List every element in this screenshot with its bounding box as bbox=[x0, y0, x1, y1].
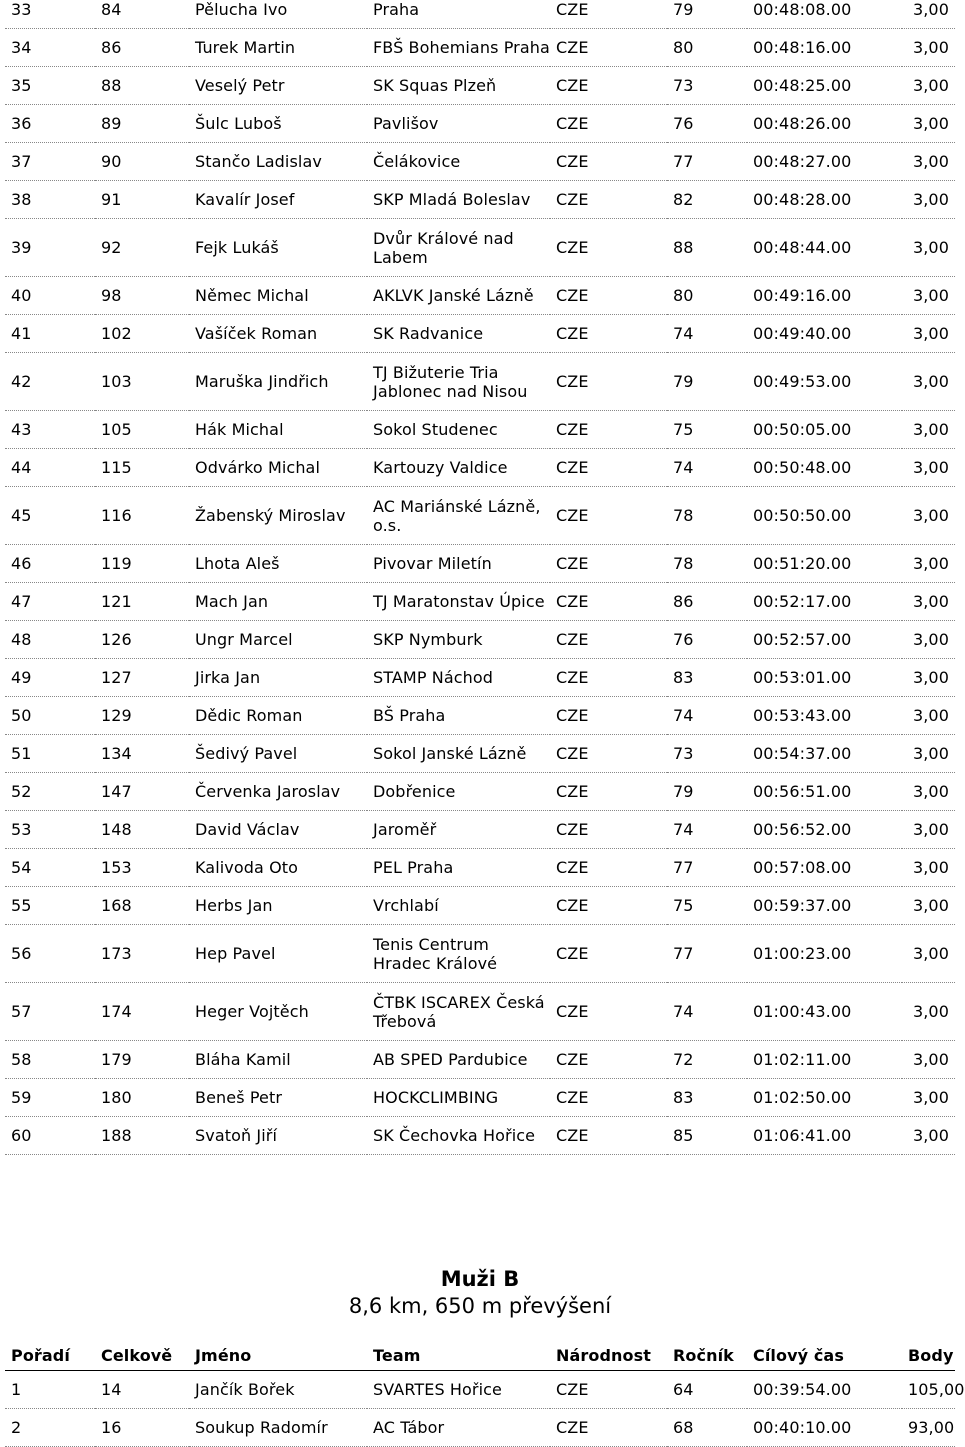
time-cell: 01:02:11.00 bbox=[747, 1041, 902, 1079]
table-row bbox=[5, 105, 955, 143]
team-cell: SKP Nymburk bbox=[367, 621, 550, 659]
nationality-cell: CZE bbox=[550, 659, 667, 697]
nationality-cell: CZE bbox=[550, 621, 667, 659]
points-cell: 3,00 bbox=[902, 1117, 955, 1155]
nationality-cell: CZE bbox=[550, 983, 667, 1041]
header-nationality: Národnost bbox=[550, 1340, 667, 1371]
team-cell: Tenis Centrum Hradec Králové bbox=[367, 925, 550, 983]
table-row bbox=[5, 811, 955, 849]
born-cell: 68 bbox=[667, 1409, 747, 1447]
born-cell: 79 bbox=[667, 0, 747, 29]
team-cell: SK Radvanice bbox=[367, 315, 550, 353]
bib-cell: 98 bbox=[95, 277, 189, 315]
nationality-cell: CZE bbox=[550, 353, 667, 411]
name-cell: Herbs Jan bbox=[189, 887, 367, 925]
points-cell: 3,00 bbox=[902, 545, 955, 583]
team-cell: AB SPED Pardubice bbox=[367, 1041, 550, 1079]
points-cell: 3,00 bbox=[902, 181, 955, 219]
born-cell: 75 bbox=[667, 411, 747, 449]
time-cell: 00:51:20.00 bbox=[747, 545, 902, 583]
born-cell: 74 bbox=[667, 315, 747, 353]
time-cell: 00:52:17.00 bbox=[747, 583, 902, 621]
nationality-cell: CZE bbox=[550, 773, 667, 811]
name-cell: Žabenský Miroslav bbox=[189, 487, 367, 545]
table-row bbox=[5, 925, 955, 983]
rank-cell: 49 bbox=[5, 659, 95, 697]
born-cell: 83 bbox=[667, 1079, 747, 1117]
points-cell: 3,00 bbox=[902, 925, 955, 983]
team-cell: PEL Praha bbox=[367, 849, 550, 887]
rank-cell: 55 bbox=[5, 887, 95, 925]
category-subtitle: 8,6 km, 650 m převýšení bbox=[348, 1294, 612, 1318]
time-cell: 01:02:50.00 bbox=[747, 1079, 902, 1117]
name-cell: Turek Martin bbox=[189, 29, 367, 67]
header-bib: Celkově bbox=[95, 1340, 189, 1371]
points-cell: 3,00 bbox=[902, 143, 955, 181]
bib-cell: 188 bbox=[95, 1117, 189, 1155]
nationality-cell: CZE bbox=[550, 67, 667, 105]
team-cell: Dvůr Králové nad Labem bbox=[367, 219, 550, 277]
rank-cell: 46 bbox=[5, 545, 95, 583]
table-row bbox=[5, 583, 955, 621]
bib-cell: 180 bbox=[95, 1079, 189, 1117]
bib-cell: 147 bbox=[95, 773, 189, 811]
team-cell: HOCKCLIMBING bbox=[367, 1079, 550, 1117]
header-points: Body bbox=[902, 1340, 955, 1371]
time-cell: 00:48:16.00 bbox=[747, 29, 902, 67]
time-cell: 00:53:01.00 bbox=[747, 659, 902, 697]
table-row bbox=[5, 1409, 955, 1447]
nationality-cell: CZE bbox=[550, 1079, 667, 1117]
rank-cell: 50 bbox=[5, 697, 95, 735]
bib-cell: 129 bbox=[95, 697, 189, 735]
bib-cell: 168 bbox=[95, 887, 189, 925]
table-row bbox=[5, 887, 955, 925]
table-row bbox=[5, 0, 955, 29]
name-cell: Lhota Aleš bbox=[189, 545, 367, 583]
time-cell: 00:53:43.00 bbox=[747, 697, 902, 735]
time-cell: 00:54:37.00 bbox=[747, 735, 902, 773]
born-cell: 72 bbox=[667, 1041, 747, 1079]
points-cell: 3,00 bbox=[902, 1079, 955, 1117]
team-cell: AC Tábor bbox=[367, 1409, 550, 1447]
nationality-cell: CZE bbox=[550, 1371, 667, 1409]
rank-cell: 56 bbox=[5, 925, 95, 983]
nationality-cell: CZE bbox=[550, 219, 667, 277]
table-row bbox=[5, 659, 955, 697]
table-row bbox=[5, 983, 955, 1041]
table-row bbox=[5, 277, 955, 315]
rank-cell: 41 bbox=[5, 315, 95, 353]
rank-cell: 45 bbox=[5, 487, 95, 545]
time-cell: 00:48:08.00 bbox=[747, 0, 902, 29]
born-cell: 78 bbox=[667, 487, 747, 545]
bib-cell: 102 bbox=[95, 315, 189, 353]
time-cell: 00:50:48.00 bbox=[747, 449, 902, 487]
header-time: Cílový čas bbox=[747, 1340, 902, 1371]
nationality-cell: CZE bbox=[550, 697, 667, 735]
bib-cell: 115 bbox=[95, 449, 189, 487]
nationality-cell: CZE bbox=[550, 545, 667, 583]
table-row bbox=[5, 143, 955, 181]
category-header-row bbox=[5, 1340, 955, 1371]
points-cell: 3,00 bbox=[902, 67, 955, 105]
points-cell: 3,00 bbox=[902, 0, 955, 29]
born-cell: 76 bbox=[667, 105, 747, 143]
bib-cell: 14 bbox=[95, 1371, 189, 1409]
time-cell: 00:39:54.00 bbox=[747, 1371, 902, 1409]
table-row bbox=[5, 849, 955, 887]
bib-cell: 16 bbox=[95, 1409, 189, 1447]
time-cell: 00:48:27.00 bbox=[747, 143, 902, 181]
table-row bbox=[5, 353, 955, 411]
born-cell: 77 bbox=[667, 925, 747, 983]
name-cell: Němec Michal bbox=[189, 277, 367, 315]
born-cell: 88 bbox=[667, 219, 747, 277]
nationality-cell: CZE bbox=[550, 887, 667, 925]
table-row bbox=[5, 487, 955, 545]
name-cell: Ungr Marcel bbox=[189, 621, 367, 659]
nationality-cell: CZE bbox=[550, 143, 667, 181]
name-cell: Červenka Jaroslav bbox=[189, 773, 367, 811]
table-row bbox=[5, 545, 955, 583]
points-cell: 3,00 bbox=[902, 411, 955, 449]
points-cell: 3,00 bbox=[902, 621, 955, 659]
rank-cell: 40 bbox=[5, 277, 95, 315]
born-cell: 74 bbox=[667, 811, 747, 849]
born-cell: 86 bbox=[667, 583, 747, 621]
time-cell: 01:06:41.00 bbox=[747, 1117, 902, 1155]
nationality-cell: CZE bbox=[550, 1409, 667, 1447]
table-row bbox=[5, 735, 955, 773]
nationality-cell: CZE bbox=[550, 1117, 667, 1155]
time-cell: 00:48:26.00 bbox=[747, 105, 902, 143]
time-cell: 00:48:28.00 bbox=[747, 181, 902, 219]
rank-cell: 1 bbox=[5, 1371, 95, 1409]
rank-cell: 2 bbox=[5, 1409, 95, 1447]
nationality-cell: CZE bbox=[550, 105, 667, 143]
bib-cell: 148 bbox=[95, 811, 189, 849]
team-cell: SK Čechovka Hořice bbox=[367, 1117, 550, 1155]
name-cell: Kalivoda Oto bbox=[189, 849, 367, 887]
name-cell: Jančík Bořek bbox=[189, 1371, 367, 1409]
team-cell: Praha bbox=[367, 0, 550, 29]
team-cell: SVARTES Hořice bbox=[367, 1371, 550, 1409]
bib-cell: 89 bbox=[95, 105, 189, 143]
born-cell: 75 bbox=[667, 887, 747, 925]
points-cell: 105,00 bbox=[902, 1371, 955, 1409]
time-cell: 00:49:40.00 bbox=[747, 315, 902, 353]
team-cell: Pavlišov bbox=[367, 105, 550, 143]
table-row bbox=[5, 67, 955, 105]
name-cell: Hák Michal bbox=[189, 411, 367, 449]
team-cell: Vrchlabí bbox=[367, 887, 550, 925]
born-cell: 73 bbox=[667, 67, 747, 105]
points-cell: 3,00 bbox=[902, 487, 955, 545]
header-born: Ročník bbox=[667, 1340, 747, 1371]
born-cell: 74 bbox=[667, 449, 747, 487]
born-cell: 77 bbox=[667, 143, 747, 181]
time-cell: 00:48:25.00 bbox=[747, 67, 902, 105]
name-cell: Dědic Roman bbox=[189, 697, 367, 735]
team-cell: Sokol Studenec bbox=[367, 411, 550, 449]
nationality-cell: CZE bbox=[550, 583, 667, 621]
table-row bbox=[5, 773, 955, 811]
rank-cell: 47 bbox=[5, 583, 95, 621]
bib-cell: 91 bbox=[95, 181, 189, 219]
points-cell: 3,00 bbox=[902, 811, 955, 849]
points-cell: 3,00 bbox=[902, 219, 955, 277]
team-cell: Čelákovice bbox=[367, 143, 550, 181]
table-row bbox=[5, 315, 955, 353]
rank-cell: 51 bbox=[5, 735, 95, 773]
born-cell: 74 bbox=[667, 983, 747, 1041]
team-cell: Pivovar Miletín bbox=[367, 545, 550, 583]
nationality-cell: CZE bbox=[550, 449, 667, 487]
points-cell: 3,00 bbox=[902, 773, 955, 811]
rank-cell: 37 bbox=[5, 143, 95, 181]
points-cell: 3,00 bbox=[902, 353, 955, 411]
name-cell: Maruška Jindřich bbox=[189, 353, 367, 411]
team-cell: FBŠ Bohemians Praha bbox=[367, 29, 550, 67]
rank-cell: 48 bbox=[5, 621, 95, 659]
rank-cell: 33 bbox=[5, 0, 95, 29]
name-cell: Kavalír Josef bbox=[189, 181, 367, 219]
table-row bbox=[5, 449, 955, 487]
born-cell: 79 bbox=[667, 773, 747, 811]
team-cell: ČTBK ISCAREX Česká Třebová bbox=[367, 983, 550, 1041]
bib-cell: 116 bbox=[95, 487, 189, 545]
name-cell: Odvárko Michal bbox=[189, 449, 367, 487]
nationality-cell: CZE bbox=[550, 0, 667, 29]
time-cell: 00:50:05.00 bbox=[747, 411, 902, 449]
time-cell: 00:49:53.00 bbox=[747, 353, 902, 411]
points-cell: 3,00 bbox=[902, 449, 955, 487]
rank-cell: 58 bbox=[5, 1041, 95, 1079]
bib-cell: 92 bbox=[95, 219, 189, 277]
team-cell: AKLVK Janské Lázně bbox=[367, 277, 550, 315]
name-cell: Bláha Kamil bbox=[189, 1041, 367, 1079]
points-cell: 93,00 bbox=[902, 1409, 955, 1447]
bib-cell: 179 bbox=[95, 1041, 189, 1079]
name-cell: Svatoň Jiří bbox=[189, 1117, 367, 1155]
time-cell: 00:56:52.00 bbox=[747, 811, 902, 849]
points-cell: 3,00 bbox=[902, 659, 955, 697]
born-cell: 64 bbox=[667, 1371, 747, 1409]
points-cell: 3,00 bbox=[902, 315, 955, 353]
nationality-cell: CZE bbox=[550, 181, 667, 219]
bib-cell: 153 bbox=[95, 849, 189, 887]
bib-cell: 119 bbox=[95, 545, 189, 583]
table-row bbox=[5, 29, 955, 67]
points-cell: 3,00 bbox=[902, 277, 955, 315]
time-cell: 00:57:08.00 bbox=[747, 849, 902, 887]
nationality-cell: CZE bbox=[550, 1041, 667, 1079]
table-row bbox=[5, 411, 955, 449]
time-cell: 00:59:37.00 bbox=[747, 887, 902, 925]
bib-cell: 84 bbox=[95, 0, 189, 29]
name-cell: Jirka Jan bbox=[189, 659, 367, 697]
time-cell: 01:00:43.00 bbox=[747, 983, 902, 1041]
points-cell: 3,00 bbox=[902, 29, 955, 67]
rank-cell: 44 bbox=[5, 449, 95, 487]
time-cell: 00:56:51.00 bbox=[747, 773, 902, 811]
team-cell: TJ Maratonstav Úpice bbox=[367, 583, 550, 621]
rank-cell: 54 bbox=[5, 849, 95, 887]
name-cell: Soukup Radomír bbox=[189, 1409, 367, 1447]
born-cell: 78 bbox=[667, 545, 747, 583]
bib-cell: 173 bbox=[95, 925, 189, 983]
table-row bbox=[5, 1117, 955, 1155]
nationality-cell: CZE bbox=[550, 315, 667, 353]
name-cell: Mach Jan bbox=[189, 583, 367, 621]
bib-cell: 88 bbox=[95, 67, 189, 105]
time-cell: 00:48:44.00 bbox=[747, 219, 902, 277]
results-table bbox=[5, 0, 955, 1155]
time-cell: 01:00:23.00 bbox=[747, 925, 902, 983]
points-cell: 3,00 bbox=[902, 583, 955, 621]
nationality-cell: CZE bbox=[550, 29, 667, 67]
team-cell: Kartouzy Valdice bbox=[367, 449, 550, 487]
name-cell: Veselý Petr bbox=[189, 67, 367, 105]
born-cell: 77 bbox=[667, 849, 747, 887]
table-row bbox=[5, 1041, 955, 1079]
team-cell: SKP Mladá Boleslav bbox=[367, 181, 550, 219]
name-cell: Heger Vojtěch bbox=[189, 983, 367, 1041]
nationality-cell: CZE bbox=[550, 925, 667, 983]
born-cell: 76 bbox=[667, 621, 747, 659]
team-cell: STAMP Náchod bbox=[367, 659, 550, 697]
points-cell: 3,00 bbox=[902, 697, 955, 735]
bib-cell: 126 bbox=[95, 621, 189, 659]
name-cell: Fejk Lukáš bbox=[189, 219, 367, 277]
born-cell: 74 bbox=[667, 697, 747, 735]
points-cell: 3,00 bbox=[902, 983, 955, 1041]
team-cell: Dobřenice bbox=[367, 773, 550, 811]
bib-cell: 134 bbox=[95, 735, 189, 773]
table-row bbox=[5, 621, 955, 659]
rank-cell: 53 bbox=[5, 811, 95, 849]
bib-cell: 86 bbox=[95, 29, 189, 67]
born-cell: 85 bbox=[667, 1117, 747, 1155]
rank-cell: 36 bbox=[5, 105, 95, 143]
points-cell: 3,00 bbox=[902, 887, 955, 925]
team-cell: AC Mariánské Lázně, o.s. bbox=[367, 487, 550, 545]
name-cell: Pělucha Ivo bbox=[189, 0, 367, 29]
name-cell: Vašíček Roman bbox=[189, 315, 367, 353]
table-row bbox=[5, 697, 955, 735]
rank-cell: 60 bbox=[5, 1117, 95, 1155]
born-cell: 83 bbox=[667, 659, 747, 697]
rank-cell: 52 bbox=[5, 773, 95, 811]
bib-cell: 103 bbox=[95, 353, 189, 411]
rank-cell: 35 bbox=[5, 67, 95, 105]
born-cell: 82 bbox=[667, 181, 747, 219]
born-cell: 79 bbox=[667, 353, 747, 411]
nationality-cell: CZE bbox=[550, 411, 667, 449]
born-cell: 80 bbox=[667, 29, 747, 67]
name-cell: Hep Pavel bbox=[189, 925, 367, 983]
rank-cell: 43 bbox=[5, 411, 95, 449]
rank-cell: 57 bbox=[5, 983, 95, 1041]
name-cell: Šedivý Pavel bbox=[189, 735, 367, 773]
header-name: Jméno bbox=[189, 1340, 367, 1371]
points-cell: 3,00 bbox=[902, 849, 955, 887]
points-cell: 3,00 bbox=[902, 735, 955, 773]
rank-cell: 42 bbox=[5, 353, 95, 411]
team-cell: TJ Bižuterie Tria Jablonec nad Nisou bbox=[367, 353, 550, 411]
bib-cell: 174 bbox=[95, 983, 189, 1041]
name-cell: David Václav bbox=[189, 811, 367, 849]
table-row bbox=[5, 181, 955, 219]
nationality-cell: CZE bbox=[550, 487, 667, 545]
table-row bbox=[5, 219, 955, 277]
team-cell: Sokol Janské Lázně bbox=[367, 735, 550, 773]
category-title: Muži B bbox=[440, 1267, 520, 1291]
rank-cell: 38 bbox=[5, 181, 95, 219]
rank-cell: 34 bbox=[5, 29, 95, 67]
rank-cell: 39 bbox=[5, 219, 95, 277]
time-cell: 00:49:16.00 bbox=[747, 277, 902, 315]
nationality-cell: CZE bbox=[550, 735, 667, 773]
team-cell: BŠ Praha bbox=[367, 697, 550, 735]
bib-cell: 121 bbox=[95, 583, 189, 621]
nationality-cell: CZE bbox=[550, 849, 667, 887]
time-cell: 00:40:10.00 bbox=[747, 1409, 902, 1447]
nationality-cell: CZE bbox=[550, 277, 667, 315]
born-cell: 73 bbox=[667, 735, 747, 773]
born-cell: 80 bbox=[667, 277, 747, 315]
bib-cell: 105 bbox=[95, 411, 189, 449]
header-team: Team bbox=[367, 1340, 550, 1371]
header-rank: Pořadí bbox=[5, 1340, 95, 1371]
time-cell: 00:50:50.00 bbox=[747, 487, 902, 545]
time-cell: 00:52:57.00 bbox=[747, 621, 902, 659]
name-cell: Stančo Ladislav bbox=[189, 143, 367, 181]
table-row bbox=[5, 1079, 955, 1117]
rank-cell: 59 bbox=[5, 1079, 95, 1117]
points-cell: 3,00 bbox=[902, 1041, 955, 1079]
name-cell: Šulc Luboš bbox=[189, 105, 367, 143]
nationality-cell: CZE bbox=[550, 811, 667, 849]
points-cell: 3,00 bbox=[902, 105, 955, 143]
bib-cell: 90 bbox=[95, 143, 189, 181]
team-cell: SK Squas Plzeň bbox=[367, 67, 550, 105]
team-cell: Jaroměř bbox=[367, 811, 550, 849]
bib-cell: 127 bbox=[95, 659, 189, 697]
category-table bbox=[5, 1340, 965, 1447]
table-row bbox=[5, 1371, 955, 1409]
name-cell: Beneš Petr bbox=[189, 1079, 367, 1117]
